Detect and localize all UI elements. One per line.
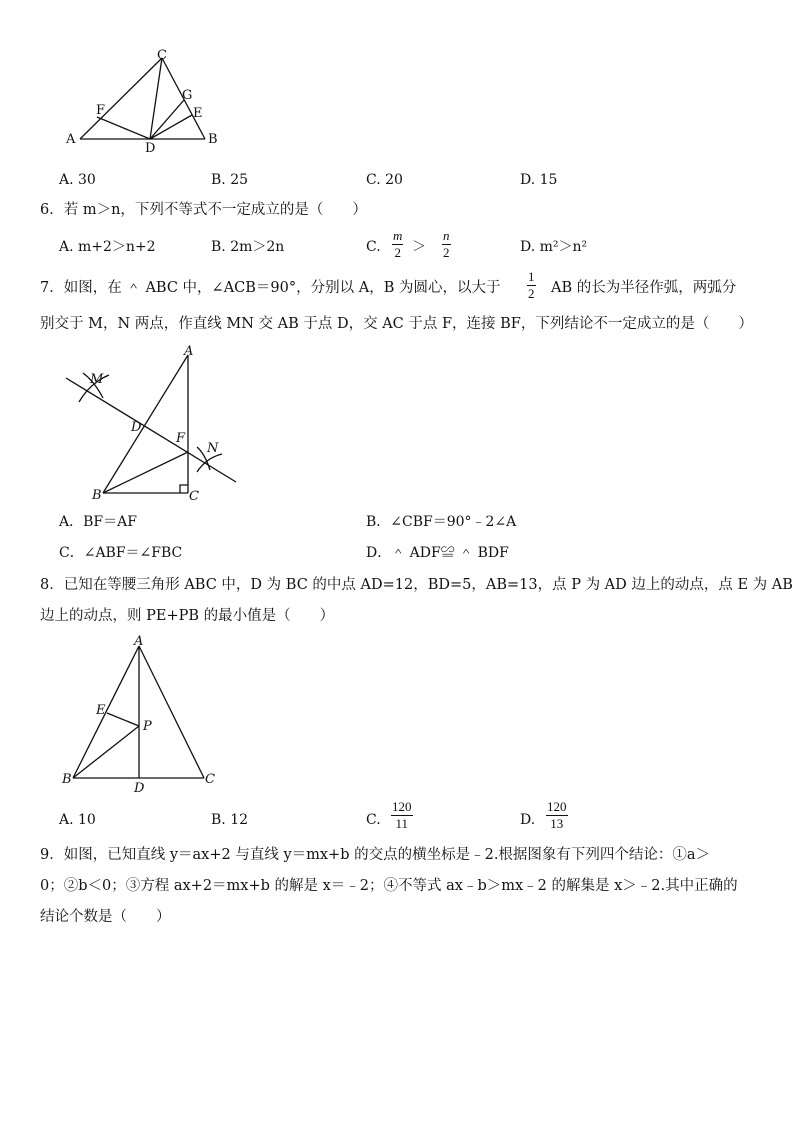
q5-label-d: D — [145, 141, 156, 156]
frac-denominator: 2 — [443, 245, 450, 260]
q5-label-a: A — [66, 132, 76, 147]
q7-stem-line1-a: 7．如图，在 ＾ ABC 中，∠ACB＝90°，分别以 A，B 为圆心，以大于 — [40, 280, 501, 296]
q6-option-d[interactable]: D. m²＞n² — [520, 239, 588, 255]
q8-option-d-prefix[interactable]: D. — [520, 812, 536, 828]
q5-option-d[interactable]: D. 15 — [520, 172, 558, 188]
q5-label-b: B — [208, 132, 218, 147]
q8-label-d: D — [134, 781, 145, 796]
frac-numerator: 120 — [392, 799, 412, 814]
q5-label-c: C — [157, 48, 167, 63]
q9-stem-line2: 0；②b＜0；③方程 ax+2＝mx+b 的解是 x＝﹣2；④不等式 ax﹣b＞mx﹣2 的解集是 x＞﹣2.其中正确的 — [40, 878, 738, 894]
q7-label-f: F — [176, 431, 186, 446]
q6-option-b[interactable]: B. 2m＞2n — [211, 239, 285, 255]
q5-option-c[interactable]: C. 20 — [366, 172, 403, 188]
q6-option-a[interactable]: A. m+2＞n+2 — [59, 239, 156, 255]
q8-option-b[interactable]: B. 12 — [211, 812, 249, 828]
q5-label-e: E — [193, 106, 203, 121]
frac-numerator: n — [443, 228, 450, 243]
q6-stem: 6．若 m＞n，下列不等式不一定成立的是（ ） — [40, 202, 367, 218]
q8-stem-line2: 边上的动点，则 PE+PB 的最小值是（ ） — [40, 608, 335, 624]
q5-label-f: F — [96, 103, 106, 118]
q7-label-d: D — [131, 420, 142, 435]
q7-label-n: N — [207, 441, 219, 456]
frac-denominator: 13 — [550, 816, 564, 831]
q5-option-b[interactable]: B. 25 — [211, 172, 249, 188]
q8-option-d-fraction — [546, 800, 568, 831]
q8-label-p: P — [143, 719, 152, 734]
q9-stem-line1: 9．如图，已知直线 y＝ax+2 与直线 y＝mx+b 的交点的横坐标是﹣2.根据图象有下列四个结论：①a＞ — [40, 847, 711, 863]
q8-label-a: A — [134, 634, 144, 649]
q7-option-a[interactable]: A．BF＝AF — [59, 514, 137, 530]
q7-label-b: B — [92, 488, 102, 503]
q9-stem-line3: 结论个数是（ ） — [40, 909, 171, 925]
frac-numerator: m — [393, 228, 403, 243]
q5-option-a[interactable]: A. 30 — [59, 172, 96, 188]
q8-option-c-fraction — [391, 800, 413, 831]
q8-label-c: C — [205, 772, 215, 787]
q7-label-m: M — [90, 372, 104, 387]
q7-stem-line2: 别交于 M，N 两点，作直线 MN 交 AB 于点 D，交 AC 于点 F，连接 BF，下列结论不一定成立的是（ ） — [40, 316, 753, 332]
q7-option-c[interactable]: C．∠ABF＝∠FBC — [59, 545, 183, 561]
q8-label-e: E — [96, 703, 106, 718]
frac-denominator: 2 — [394, 245, 401, 260]
q8-label-b: B — [62, 772, 72, 787]
q8-option-c-prefix[interactable]: C. — [366, 812, 381, 828]
q7-stem-line1-b: AB 的长为半径作弧，两弧分 — [551, 280, 737, 296]
q7-label-c: C — [189, 489, 199, 504]
frac-denominator: 11 — [395, 816, 409, 831]
q7-option-d[interactable]: D．＾ ADF≌ ＾ BDF — [366, 545, 509, 561]
q6-option-c-gt: ＞ — [412, 239, 426, 255]
q8-option-a[interactable]: A. 10 — [59, 812, 96, 828]
frac-numerator: 1 — [528, 269, 535, 284]
q7-option-b[interactable]: B．∠CBF＝90°﹣2∠A — [366, 514, 517, 530]
q8-stem-line1: 8．已知在等腰三角形 ABC 中，D 为 BC 的中点 AD=12，BD=5，AB=13，点 P 为 AD 边上的动点，点 E 为 AB — [40, 577, 793, 593]
q6-option-c-prefix[interactable]: C. — [366, 239, 381, 255]
q7-label-a: A — [184, 344, 194, 359]
frac-denominator: 2 — [528, 286, 535, 301]
q5-label-g: G — [182, 88, 193, 103]
frac-numerator: 120 — [547, 799, 567, 814]
